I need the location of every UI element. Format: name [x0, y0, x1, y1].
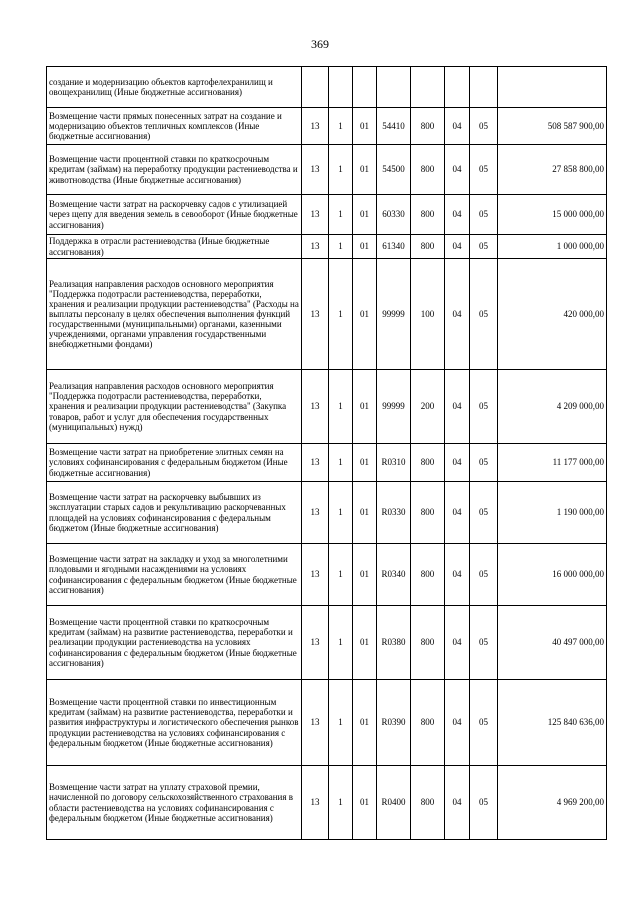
cell-section: 04: [445, 680, 470, 766]
cell-section: 04: [445, 544, 470, 606]
cell-section: 04: [445, 235, 470, 259]
cell-event: 01: [353, 444, 377, 482]
row-description: Возмещение части затрат на раскорчевку садов с утилизацией через щепу для введения земель в севооборот (Иные бюджетные ассигнования): [47, 195, 302, 235]
cell-section: 04: [445, 766, 470, 840]
table-row: [47, 680, 607, 766]
cell-expense-type: 800: [411, 766, 445, 840]
cell-section: 04: [445, 145, 470, 195]
cell-subsection: 05: [470, 680, 498, 766]
cell-program: 13: [302, 544, 329, 606]
cell-direction: 61340: [377, 235, 411, 259]
cell-subprogram: 1: [329, 145, 353, 195]
cell-expense-type: 800: [411, 444, 445, 482]
cell-event: 01: [353, 766, 377, 840]
cell-event: 01: [353, 145, 377, 195]
cell-program: 13: [302, 606, 329, 680]
cell-amount: 40 497 000,00: [498, 606, 607, 680]
cell-event: 01: [353, 235, 377, 259]
cell-subprogram: 1: [329, 370, 353, 444]
cell-expense-type: 800: [411, 606, 445, 680]
table-row: [47, 145, 607, 195]
cell-subprogram: 1: [329, 680, 353, 766]
cell-event: 01: [353, 108, 377, 145]
cell-subsection: 05: [470, 108, 498, 145]
cell-section: 04: [445, 482, 470, 544]
cell-program: 13: [302, 145, 329, 195]
cell-section: [445, 67, 470, 108]
cell-amount: 508 587 900,00: [498, 108, 607, 145]
cell-amount: 125 840 636,00: [498, 680, 607, 766]
table-row: [47, 544, 607, 606]
row-description: Возмещение части процентной ставки по краткосрочным кредитам (займам) на переработку продукции растениеводства и животноводства (Иные бюджетные ассигнования): [47, 145, 302, 195]
cell-direction: R0340: [377, 544, 411, 606]
cell-subsection: 05: [470, 195, 498, 235]
page-number: 369: [311, 37, 329, 51]
cell-event: 01: [353, 680, 377, 766]
cell-direction: [377, 67, 411, 108]
row-description: Возмещение части процентной ставки по краткосрочным кредитам (займам) на развитие растениеводства, переработки и реализации продукции растениеводства на условиях софинансирования с федеральным бюджетом (Иные бюджетные ассигнования): [47, 606, 302, 680]
cell-event: 01: [353, 259, 377, 370]
cell-subsection: 05: [470, 145, 498, 195]
cell-subsection: 05: [470, 444, 498, 482]
cell-amount: 4 209 000,00: [498, 370, 607, 444]
cell-amount: [498, 67, 607, 108]
cell-subprogram: 1: [329, 108, 353, 145]
row-description: Возмещение части затрат на приобретение элитных семян на условиях софинансирования с федеральным бюджетом (Иные бюджетные ассигнования): [47, 444, 302, 482]
cell-program: 13: [302, 444, 329, 482]
cell-direction: R0400: [377, 766, 411, 840]
cell-amount: 11 177 000,00: [498, 444, 607, 482]
cell-program: 13: [302, 259, 329, 370]
cell-expense-type: [411, 67, 445, 108]
table-row: [47, 370, 607, 444]
cell-subsection: 05: [470, 259, 498, 370]
cell-amount: 4 969 200,00: [498, 766, 607, 840]
row-description: Возмещение части прямых понесенных затрат на создание и модернизацию объектов тепличных комплексов (Иные бюджетные ассигнования): [47, 108, 302, 145]
row-description: Возмещение части затрат на уплату страховой премии, начисленной по договору сельскохозяйственного страхования в области растениеводства на условиях софинансирования с федеральным бюджетом (Иные бюджетные ассигнования): [47, 766, 302, 840]
row-description: создание и модернизацию объектов картофелехранилищ и овощехранилищ (Иные бюджетные ассигнования): [47, 67, 302, 108]
cell-subsection: 05: [470, 235, 498, 259]
cell-direction: 99999: [377, 370, 411, 444]
cell-program: 13: [302, 235, 329, 259]
cell-direction: R0310: [377, 444, 411, 482]
cell-subprogram: 1: [329, 482, 353, 544]
cell-direction: 60330: [377, 195, 411, 235]
row-description: Возмещение части затрат на раскорчевку выбывших из эксплуатации старых садов и рекультивацию раскорчеванных площадей на условиях софинансирования с федеральным бюджетом (Иные бюджетные ассигнования): [47, 482, 302, 544]
cell-subprogram: [329, 67, 353, 108]
cell-direction: R0330: [377, 482, 411, 544]
cell-subsection: 05: [470, 766, 498, 840]
cell-expense-type: 800: [411, 235, 445, 259]
row-description: Возмещение части затрат на закладку и уход за многолетними плодовыми и ягодными насаждениями на условиях софинансирования с федеральным бюджетом (Иные бюджетные ассигнования): [47, 544, 302, 606]
cell-program: 13: [302, 766, 329, 840]
cell-subprogram: 1: [329, 766, 353, 840]
budget-table: [46, 66, 607, 840]
cell-event: 01: [353, 606, 377, 680]
cell-amount: 27 858 800,00: [498, 145, 607, 195]
cell-direction: R0390: [377, 680, 411, 766]
cell-event: 01: [353, 544, 377, 606]
table-row: [47, 67, 607, 108]
cell-section: 04: [445, 444, 470, 482]
cell-subprogram: 1: [329, 544, 353, 606]
table-row: [47, 195, 607, 235]
cell-expense-type: 800: [411, 482, 445, 544]
cell-subprogram: 1: [329, 195, 353, 235]
row-description: Поддержка в отрасли растениеводства (Иные бюджетные ассигнования): [47, 235, 302, 259]
cell-direction: 54500: [377, 145, 411, 195]
cell-section: 04: [445, 606, 470, 680]
cell-expense-type: 800: [411, 680, 445, 766]
cell-subprogram: 1: [329, 606, 353, 680]
cell-section: 04: [445, 370, 470, 444]
cell-program: [302, 67, 329, 108]
cell-subprogram: 1: [329, 444, 353, 482]
cell-event: 01: [353, 195, 377, 235]
cell-direction: 99999: [377, 259, 411, 370]
cell-subsection: 05: [470, 606, 498, 680]
cell-expense-type: 200: [411, 370, 445, 444]
cell-section: 04: [445, 195, 470, 235]
cell-subsection: [470, 67, 498, 108]
cell-section: 04: [445, 259, 470, 370]
cell-subprogram: 1: [329, 259, 353, 370]
table-row: [47, 235, 607, 259]
table-row: [47, 259, 607, 370]
cell-direction: R0380: [377, 606, 411, 680]
cell-amount: 16 000 000,00: [498, 544, 607, 606]
cell-amount: 15 000 000,00: [498, 195, 607, 235]
table-row: [47, 606, 607, 680]
row-description: Реализация направления расходов основного мероприятия "Поддержка подотрасли растениеводства, переработки, хранения и реализации продукции растениеводства" (Расходы на выплаты персоналу в целях обеспечения выполнения функций государственными (муниципальными) органами, казенными учреждениями, органами управления государственными внебюджетными фондами): [47, 259, 302, 370]
cell-program: 13: [302, 195, 329, 235]
table-row: [47, 108, 607, 145]
table-row: [47, 482, 607, 544]
cell-event: 01: [353, 482, 377, 544]
cell-expense-type: 100: [411, 259, 445, 370]
cell-program: 13: [302, 370, 329, 444]
cell-expense-type: 800: [411, 145, 445, 195]
cell-program: 13: [302, 680, 329, 766]
cell-program: 13: [302, 482, 329, 544]
cell-amount: 420 000,00: [498, 259, 607, 370]
cell-event: [353, 67, 377, 108]
cell-amount: 1 000 000,00: [498, 235, 607, 259]
cell-expense-type: 800: [411, 195, 445, 235]
cell-event: 01: [353, 370, 377, 444]
table-row: [47, 444, 607, 482]
row-description: Возмещение части процентной ставки по инвестиционным кредитам (займам) на развитие растениеводства, переработки и развития инфраструктуры и логистического обеспечения рынков продукции растениеводства на условиях софинансирования с федеральным бюджетом (Иные бюджетные ассигнования): [47, 680, 302, 766]
table-row: [47, 766, 607, 840]
cell-expense-type: 800: [411, 108, 445, 145]
cell-direction: 54410: [377, 108, 411, 145]
cell-subsection: 05: [470, 370, 498, 444]
cell-subsection: 05: [470, 544, 498, 606]
cell-subsection: 05: [470, 482, 498, 544]
cell-expense-type: 800: [411, 544, 445, 606]
cell-amount: 1 190 000,00: [498, 482, 607, 544]
cell-section: 04: [445, 108, 470, 145]
cell-program: 13: [302, 108, 329, 145]
cell-subprogram: 1: [329, 235, 353, 259]
row-description: Реализация направления расходов основного мероприятия "Поддержка подотрасли растениеводства, переработки, хранения и реализации продукции растениеводства" (Закупка товаров, работ и услуг для обеспечения государственных (муниципальных) нужд): [47, 370, 302, 444]
